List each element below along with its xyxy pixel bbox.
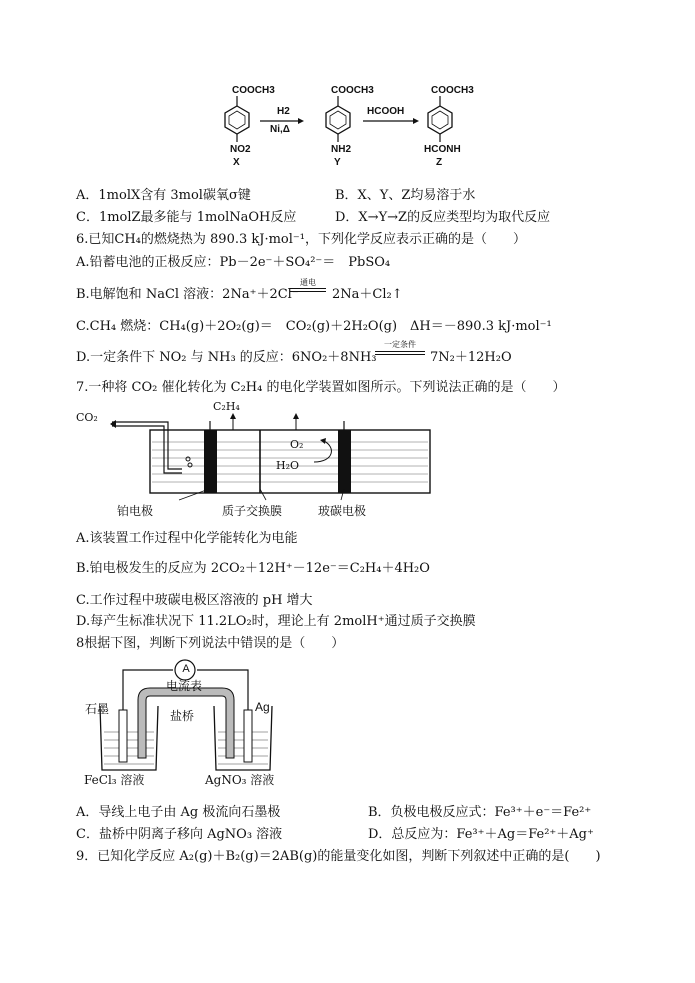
q8-option-b: B．负极电极反应式：Fe³⁺＋e⁻＝Fe²⁺ <box>368 805 592 820</box>
q6-option-b-right: 2Na＋Cl₂↑ <box>332 287 403 302</box>
y-label: Y <box>334 157 341 168</box>
q8-option-c: C．盐桥中阴离子移向 AgNO₃ 溶液 <box>76 827 283 842</box>
label-h2o: H₂O <box>276 459 300 472</box>
q6-b-equals-sign <box>290 288 326 292</box>
q7-option-d: D.每产生标准状况下 11.2LO₂时，理论上有 2molH⁺通过质子交换膜 <box>76 614 476 629</box>
arrow2-top-label: HCOOH <box>367 106 405 117</box>
q6-option-d-right: 7N₂＋12H₂O <box>430 350 512 365</box>
z-group-label: COOCH3 <box>431 85 474 96</box>
label-platinum-electrode: 铂电极 <box>117 504 154 518</box>
label-proton-exchange-membrane: 质子交换膜 <box>222 504 283 518</box>
label-ammeter: 电流表 <box>166 679 203 693</box>
q6-option-c: C.CH₄ 燃烧：CH₄(g)＋2O₂(g)＝ CO₂(g)＋2H₂O(g) ΔH＝－890.3 kJ·mol⁻¹ <box>76 319 552 334</box>
label-glassy-carbon-electrode: 玻碳电极 <box>318 504 367 518</box>
arrow1-top-label: H2 <box>277 106 290 117</box>
label-salt-bridge: 盐桥 <box>170 709 195 723</box>
molecule-x <box>225 96 249 142</box>
q7-option-b: B.铂电极发生的反应为 2CO₂＋12H⁺－12e⁻＝C₂H₄＋4H₂O <box>76 561 430 576</box>
x-sub-label: NO2 <box>230 144 251 155</box>
q5-option-b: B．X、Y、Z均易溶于水 <box>335 188 476 203</box>
label-co2: CO₂ <box>76 411 98 424</box>
label-o2: O₂ <box>290 438 304 451</box>
z-sub-label: HCONH <box>424 144 461 155</box>
ammeter-a-label: A <box>182 663 190 675</box>
y-sub-label: NH2 <box>331 144 352 155</box>
q7-option-c: C.工作过程中玻碳电极区溶液的 pH 增大 <box>76 593 313 608</box>
label-agno3-solution: AgNO₃ 溶液 <box>205 773 275 787</box>
x-label: X <box>233 157 240 168</box>
q5-option-a: A．1molX含有 3mol碳氧σ键 <box>76 188 251 203</box>
q5-option-c: C．1molZ最多能与 1molNaOH反应 <box>76 210 297 225</box>
label-c2h4: C₂H₄ <box>213 400 240 413</box>
q6-option-b-left: B.电解饱和 NaCl 溶液：2Na⁺＋2Cl⁻ <box>76 287 299 302</box>
q9-stem: 9．已知化学反应 A₂(g)＋B₂(g)＝2AB(g)的能量变化如图，判断下列叙述中正确的是( ) <box>76 849 601 864</box>
z-label: Z <box>436 157 443 168</box>
glassy-carbon-electrode <box>338 430 351 493</box>
platinum-electrode <box>204 430 217 493</box>
x-group-label: COOCH3 <box>232 85 275 96</box>
electrolysis-cell-diagram <box>76 397 436 517</box>
q8-option-a: A．导线上电子由 Ag 极流向石墨极 <box>76 805 281 820</box>
graphite-electrode <box>119 710 127 762</box>
q6-option-d-condition: 一定条件 <box>384 340 416 349</box>
q8-stem: 8根据下图，判断下列说法中错误的是（ ） <box>76 636 345 651</box>
q6-option-d-left: D.一定条件下 NO₂ 与 NH₃ 的反应：6NO₂＋8NH₃ <box>76 350 377 365</box>
arrow1-bottom-label: Ni,Δ <box>270 124 290 135</box>
label-ag: Ag <box>255 700 270 714</box>
q6-stem: 6.已知CH₄的燃烧热为 890.3 kJ·mol⁻¹，下列化学反应表示正确的是（ ） <box>76 232 526 247</box>
q6-d-equals-sign <box>375 351 425 355</box>
label-graphite: 石墨 <box>85 702 110 716</box>
molecule-y <box>326 96 350 142</box>
label-fecl3-solution: FeCl₃ 溶液 <box>84 773 145 787</box>
q8-option-d: D．总反应为：Fe³⁺＋Ag＝Fe²⁺＋Ag⁺ <box>368 827 594 842</box>
y-group-label: COOCH3 <box>331 85 374 96</box>
q6-option-a: A.铅蓄电池的正极反应：Pb－2e⁻＋SO₄²⁻＝ PbSO₄ <box>76 255 391 270</box>
q7-stem: 7.一种将 CO₂ 催化转化为 C₂H₄ 的电化学装置如图所示。下列说法正确的是（ ） <box>76 380 566 395</box>
molecule-z <box>428 96 452 142</box>
q7-option-a: A.该装置工作过程中化学能转化为电能 <box>76 531 298 546</box>
q5-option-d: D．X→Y→Z的反应类型均为取代反应 <box>335 210 551 225</box>
silver-electrode <box>244 710 252 762</box>
q6-option-b-condition: 通电 <box>300 278 316 287</box>
